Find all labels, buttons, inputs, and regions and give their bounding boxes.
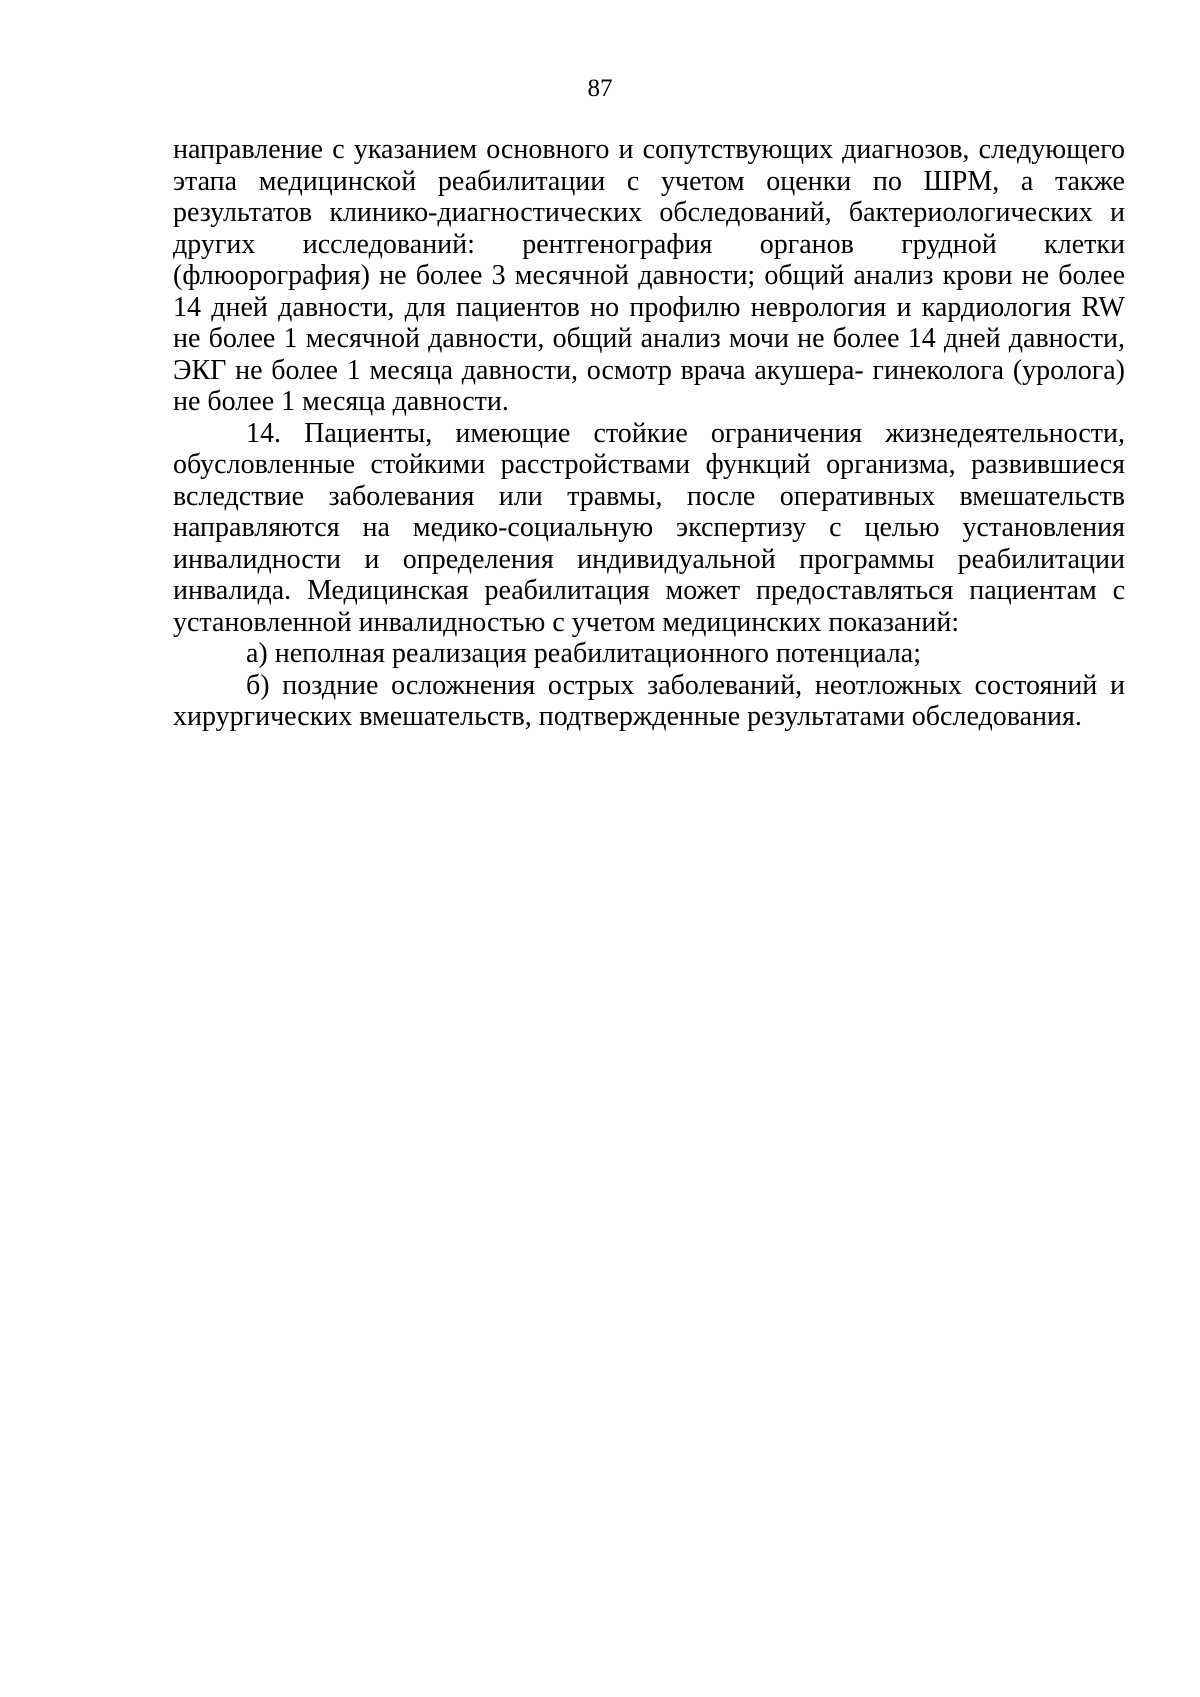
paragraph-referral-details: направление с указанием основного и сопутствующих диагнозов, следующего этапа медицинской реабилитации с учетом оценки по ШРМ, а также результатов клинико-диагностических обследований, бактериологических и других исследований: рентгенография органов грудной клетки (флюорография) не более 3 месячной давности; общий анализ крови не более 14 дней давности, для пациентов но профилю неврология и кардиология RW не более 1 месячной давности, общий анализ мочи не более 14 дней давности, ЭКГ не более 1 месяца давности, осмотр врача акушера- гинеколога (уролога) не более 1 месяца давности. xyxy=(173,134,1125,417)
paragraph-subitem-b: б) поздние осложнения острых заболеваний, неотложных состояний и хирургических вмешательств, подтвержденные результатами обследования. xyxy=(173,669,1125,732)
paragraph-item-14: 14. Пациенты, имеющие стойкие ограничения жизнедеятельности, обусловленные стойкими расстройствами функций организма, развившиеся вследствие заболевания или травмы, после оперативных вмешательств направляются на медико-социальную экспертизу с целью установления инвалидности и определения индивидуальной программы реабилитации инвалида. Медицинская реабилитация может предоставляться пациентам с установленной инвалидностью с учетом медицинских показаний: xyxy=(173,417,1125,638)
page-number: 87 xyxy=(587,75,613,102)
paragraph-subitem-a: а) неполная реализация реабилитационного потенциала; xyxy=(246,638,921,669)
document-body xyxy=(173,134,1125,733)
